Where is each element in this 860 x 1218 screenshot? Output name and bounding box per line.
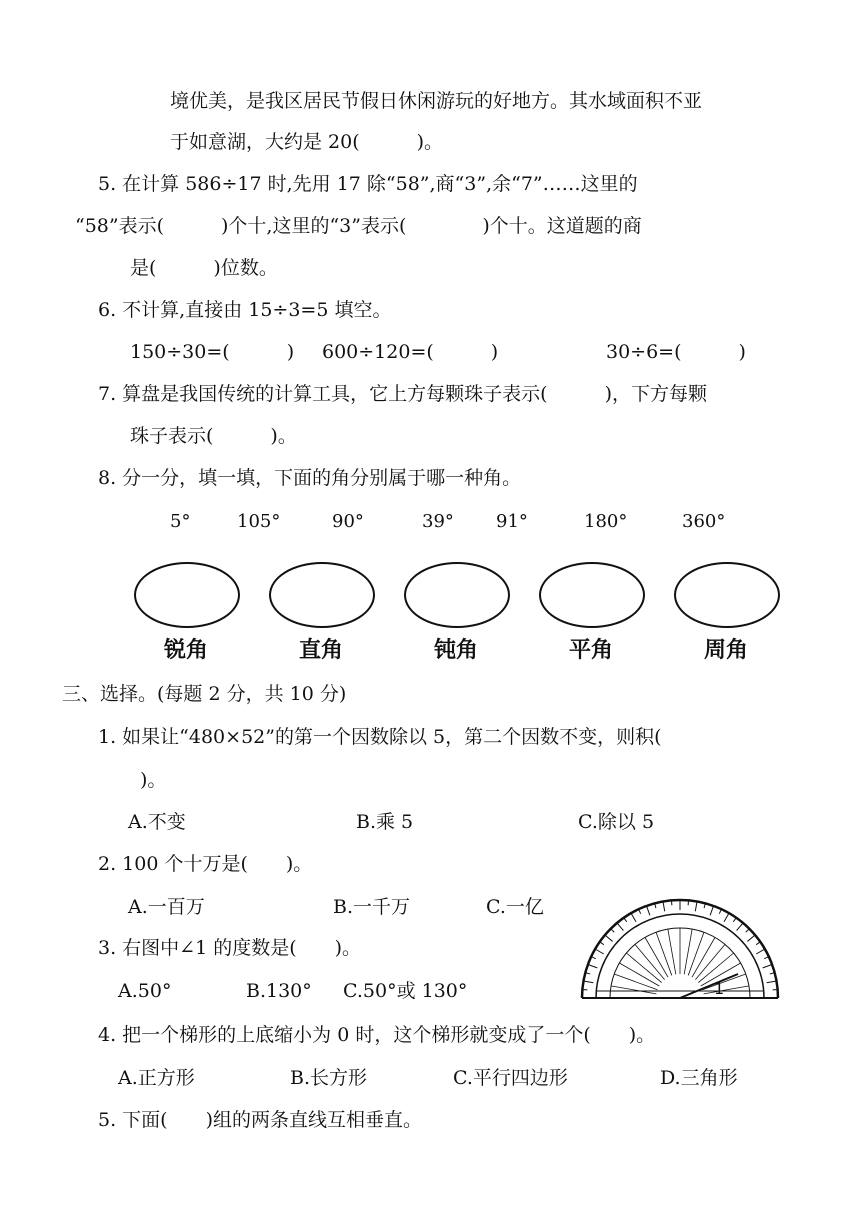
- s3-q1-line-2: )。: [140, 769, 167, 791]
- s3-q4-line-1: 4. 把一个梯形的上底缩小为 0 时，这个梯形就变成了一个( )。: [98, 1024, 656, 1046]
- angle-1-label: 1: [714, 979, 725, 998]
- s3-q3-option[interactable]: B.130°: [246, 980, 312, 1002]
- s3-q1-option[interactable]: B.乘 5: [356, 811, 414, 833]
- s3-q1-option[interactable]: C.除以 5: [578, 811, 655, 833]
- angle-category: 钝角: [434, 638, 479, 663]
- angle-value: 360°: [682, 511, 726, 532]
- q7-text-line-1: 7. 算盘是我国传统的计算工具，它上方每颗珠子表示( )，下方每颗: [98, 383, 707, 405]
- angle-value: 5°: [170, 511, 191, 532]
- q4-text-line-2: 境优美，是我区居民节假日休闲游玩的好地方。其水域面积不亚: [170, 90, 703, 112]
- s3-q4-option[interactable]: C.平行四边形: [453, 1067, 568, 1089]
- q4-text-line-3: 于如意湖，大约是 20( )。: [170, 131, 444, 153]
- angle-category: 平角: [569, 638, 614, 663]
- q6-blank-c: 30÷6=( ): [606, 341, 746, 363]
- q6-blank-b: 600÷120=( ): [322, 341, 499, 363]
- angle-category: 锐角: [164, 638, 209, 663]
- section3-heading: 三、选择。(每题 2 分，共 10 分): [62, 683, 347, 705]
- q5-text-line-3: 是( )位数。: [130, 257, 278, 279]
- angle-value: 180°: [584, 511, 628, 532]
- protractor-figure: [580, 898, 780, 1004]
- answer-oval[interactable]: [269, 562, 375, 628]
- s3-q2-line-1: 2. 100 个十万是( )。: [98, 853, 313, 875]
- answer-oval[interactable]: [134, 562, 240, 628]
- s3-q5-line-1: 5. 下面( )组的两条直线互相垂直。: [98, 1109, 422, 1131]
- answer-oval[interactable]: [674, 562, 780, 628]
- q5-text-line-1: 5. 在计算 586÷17 时,先用 17 除“58”,商“3”,余“7”……这里的: [98, 173, 638, 195]
- s3-q1-option[interactable]: A.不变: [128, 811, 186, 833]
- s3-q4-option[interactable]: D.三角形: [660, 1067, 738, 1089]
- s3-q1-line-1: 1. 如果让“480×52”的第一个因数除以 5，第二个因数不变，则积(: [98, 726, 662, 748]
- s3-q2-option[interactable]: C.一亿: [486, 896, 544, 918]
- s3-q4-option[interactable]: B.长方形: [290, 1067, 368, 1089]
- q6-text-line-1: 6. 不计算,直接由 15÷3=5 填空。: [98, 299, 392, 321]
- angle-category: 直角: [299, 638, 344, 663]
- angle-value: 90°: [332, 511, 364, 532]
- q5-text-line-2: “58”表示( )个十,这里的“3”表示( )个十。这道题的商: [75, 215, 642, 237]
- answer-oval[interactable]: [539, 562, 645, 628]
- s3-q2-option[interactable]: B.一千万: [333, 896, 411, 918]
- q7-text-line-2: 珠子表示( )。: [130, 425, 297, 447]
- angle-value: 39°: [422, 511, 454, 532]
- s3-q3-option[interactable]: A.50°: [118, 980, 172, 1002]
- q6-blank-a: 150÷30=( ): [130, 341, 295, 363]
- angle-value: 105°: [237, 511, 281, 532]
- q8-text-line-1: 8. 分一分，填一填，下面的角分别属于哪一种角。: [98, 467, 522, 489]
- s3-q2-option[interactable]: A.一百万: [128, 896, 205, 918]
- s3-q4-option[interactable]: A.正方形: [118, 1067, 195, 1089]
- angle-value: 91°: [496, 511, 528, 532]
- s3-q3-option[interactable]: C.50°或 130°: [343, 980, 468, 1002]
- answer-oval[interactable]: [404, 562, 510, 628]
- s3-q3-line-1: 3. 右图中∠1 的度数是( )。: [98, 937, 362, 959]
- angle-category: 周角: [704, 638, 749, 663]
